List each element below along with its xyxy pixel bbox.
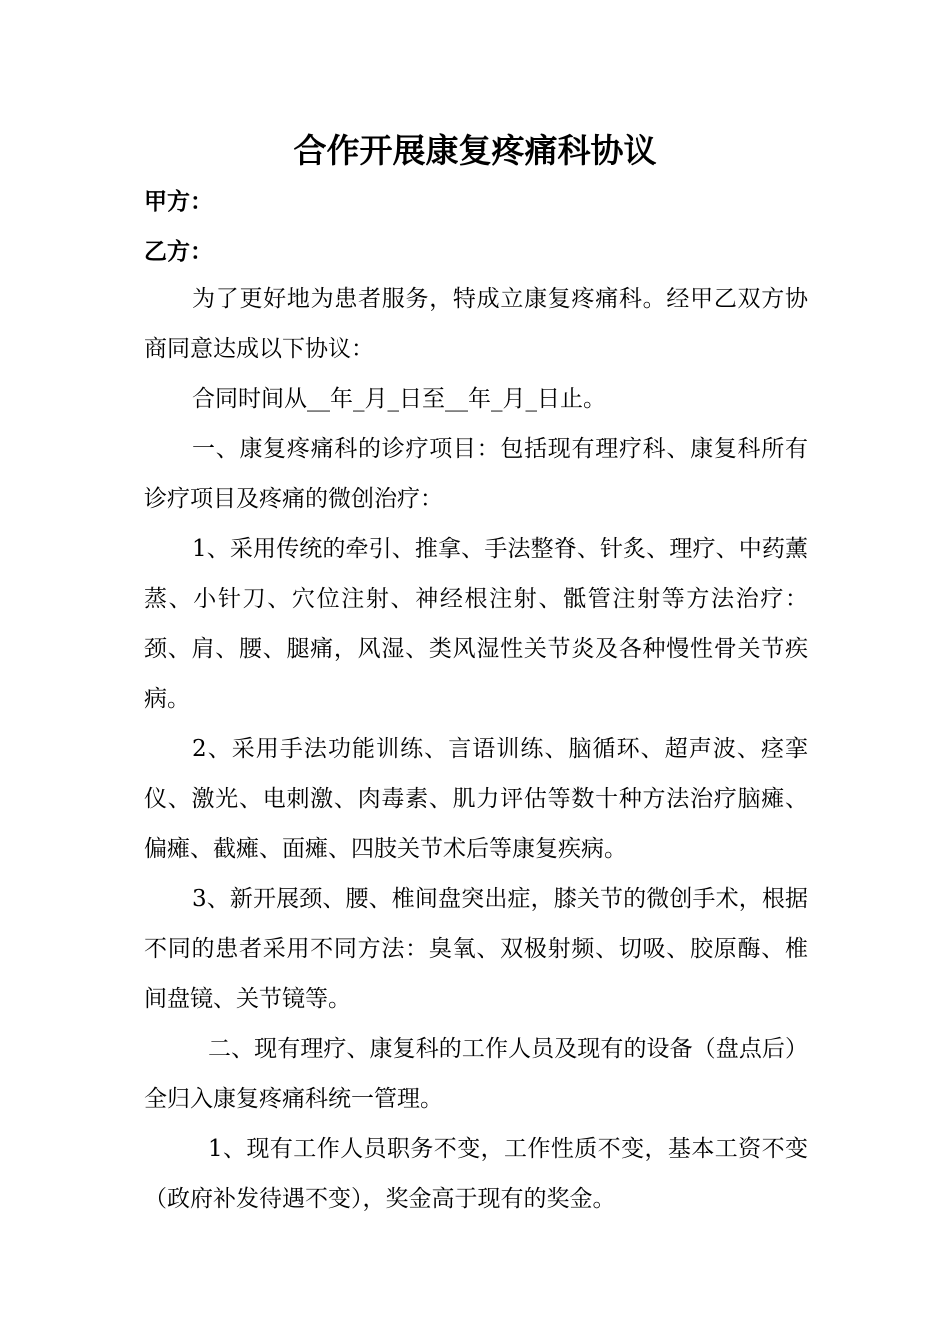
- section-one-heading: 一、康复疼痛科的诊疗项目：包括现有理疗科、康复科所有诊疗项目及疼痛的微创治疗：: [144, 436, 808, 512]
- section-one-item-1: 1、采用传统的牵引、推拿、手法整脊、针炙、理疗、中药薰蒸、小针刀、穴位注射、神经根注射、骶管注射等方法治疗：颈、肩、腰、腿痛，风湿、类风湿性关节炎及各种慢性骨关节疾病。: [144, 536, 808, 712]
- section-one-item-3: 3、新开展颈、腰、椎间盘突出症，膝关节的微创手术，根据不同的患者采用不同方法：臭氧、双极射频、切吸、胶原酶、椎间盘镜、关节镜等。: [144, 886, 808, 1012]
- section-two-item-1: 1、现有工作人员职务不变，工作性质不变，基本工资不变（政府补发待遇不变），奖金高于现有的奖金。: [144, 1136, 808, 1212]
- document-title: 合作开展康复疼痛科协议: [293, 131, 657, 170]
- party-a-label: 甲方：: [144, 188, 213, 215]
- contract-period-paragraph: 合同时间从__年_月_日至__年_月_日止。: [192, 386, 606, 412]
- party-b-label: 乙方：: [144, 238, 213, 265]
- section-two-heading: 二、现有理疗、康复科的工作人员及现有的设备（盘点后）全归入康复疼痛科统一管理。: [144, 1036, 808, 1112]
- document-body: [144, 274, 808, 1224]
- section-one-item-2: 2、采用手法功能训练、言语训练、脑循环、超声波、痉挛仪、激光、电刺激、肉毒素、肌力评估等数十种方法治疗脑瘫、偏瘫、截瘫、面瘫、四肢关节术后等康复疾病。: [144, 736, 808, 862]
- intro-paragraph: 为了更好地为患者服务，特成立康复疼痛科。经甲乙双方协商同意达成以下协议：: [144, 286, 808, 362]
